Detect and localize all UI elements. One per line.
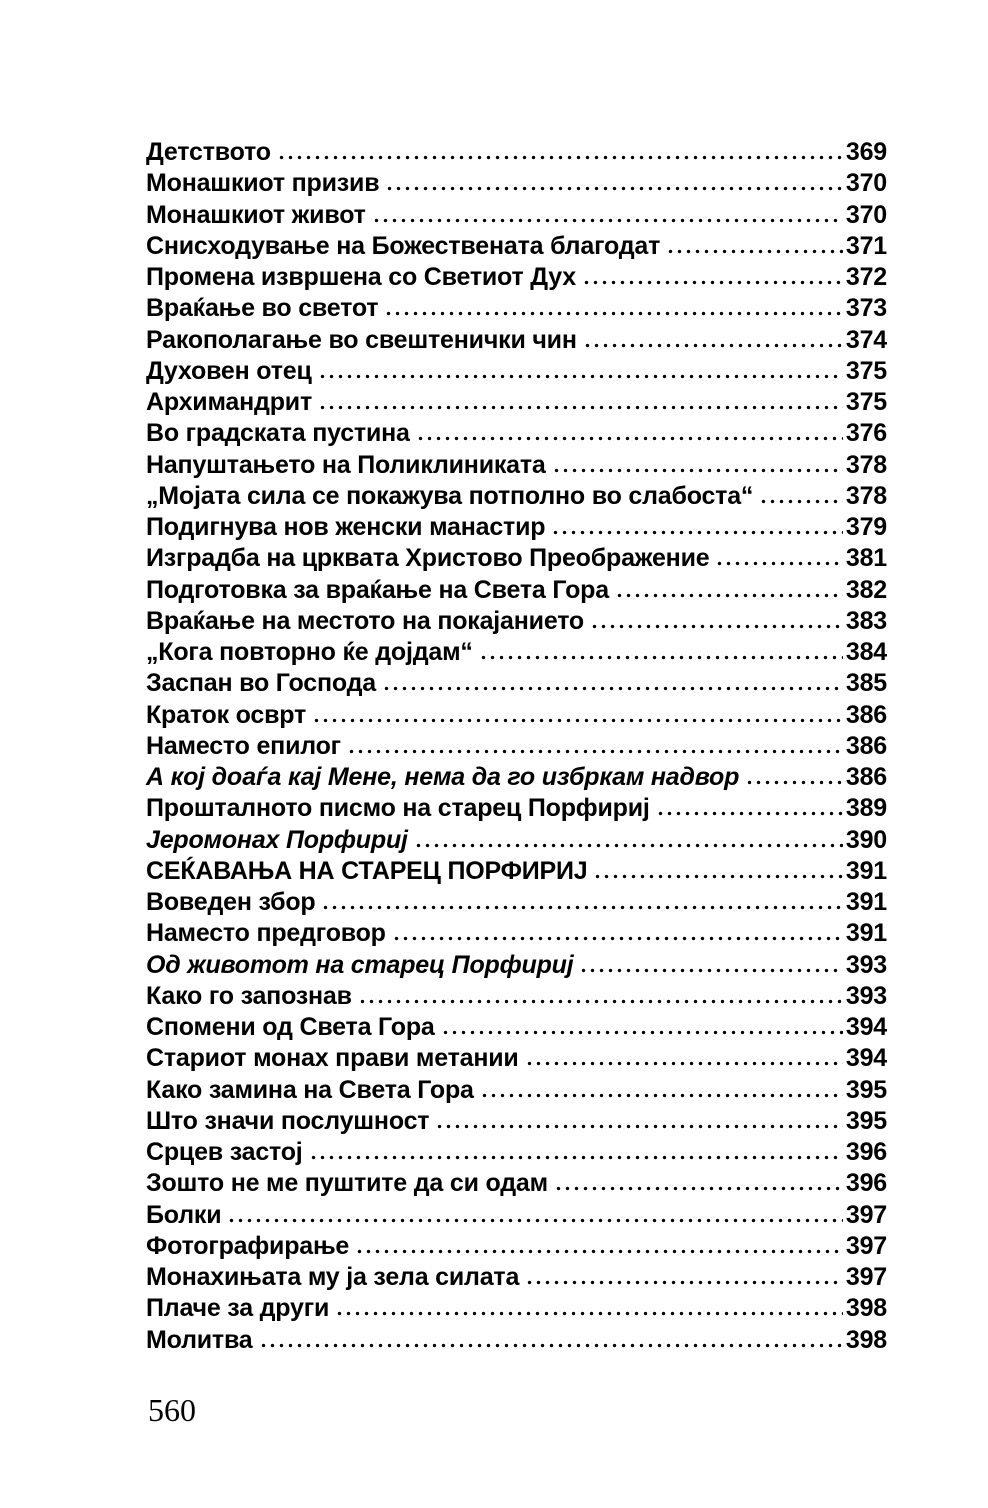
toc-entry-title: Монахињата му ја зела силата [146,1263,520,1291]
toc-entry-title: Фотографирање [146,1231,350,1260]
toc-entry-page: 376 [845,419,887,448]
toc-entry [146,982,887,1013]
toc-entry-title: Изградба на црквата Христово Преображение [146,544,710,573]
dot-leader [414,843,843,848]
toc-entry-page: 384 [845,638,887,666]
toc-entry-page: 395 [845,1106,887,1135]
dot-leader [551,530,843,535]
toc-entry-page: 383 [845,606,887,635]
toc-entry-title: Наместо предговор [146,919,386,948]
dot-leader [312,718,843,723]
dot-leader [382,686,843,691]
toc-entry-title: Промена извршена со Светиот Дух [146,263,576,291]
dot-leader [615,593,843,598]
dot-leader [347,749,843,754]
dot-leader [745,780,843,785]
toc-entry-page: 391 [845,919,887,948]
dot-leader [277,155,843,160]
toc-entry-page: 375 [845,388,887,416]
toc-entry-title: Прошталното писмо на старец Порфириј [146,794,650,823]
toc-entry [146,1107,887,1138]
dot-leader [554,1186,843,1191]
toc-entry-page: 393 [845,981,887,1010]
toc-entry-title: Духовен отец [146,356,312,385]
dot-leader [441,1030,843,1035]
toc-entry-page: 386 [845,731,887,760]
toc-entry-page: 369 [845,138,887,166]
dot-leader [355,1249,843,1254]
toc-entry [146,1263,887,1294]
toc-entry-title: Од животот на старец Порфириј [146,950,574,979]
toc-entry-title: Што значи послушност [146,1106,430,1135]
dot-leader [579,968,842,973]
toc-entry [146,638,887,669]
dot-leader [416,436,843,441]
toc-entry-page: 381 [845,544,887,573]
toc-entry-title: Подигнува нов женски манастир [146,513,546,541]
dot-leader [372,218,843,223]
toc-entry-page: 370 [845,200,887,229]
toc-entry-title: Напуштањето на Поликлиниката [146,450,546,479]
toc-entry-title: Краток осврт [146,700,307,729]
toc-entry [146,763,887,794]
toc-entry-title: Во градската пустина [146,419,410,448]
dot-leader [309,1155,843,1160]
dot-leader [479,655,843,660]
toc-entry [146,1138,887,1169]
toc-entry-page: 398 [845,1325,887,1354]
dot-leader [358,999,843,1004]
toc-entry [146,701,887,732]
toc-entry-title: Детството [146,138,271,166]
toc-entry [146,576,887,607]
toc-entry-page: 397 [845,1200,887,1229]
dot-leader [759,499,843,504]
dot-leader [593,874,842,879]
toc-entry-title: Монашкиот призив [146,169,380,198]
toc-entry-page: 394 [845,1044,887,1073]
dot-leader [227,1218,842,1223]
toc-entry-page: 379 [845,513,887,541]
toc-entry [146,138,887,169]
toc-entry-title: Јеромонах Порфириј [146,825,408,854]
toc-entry [146,326,887,357]
dot-leader [321,905,842,910]
dot-leader [590,624,843,629]
toc-entry [146,1232,887,1263]
dot-leader [392,936,843,941]
dot-leader [582,280,843,285]
toc-entry-page: 398 [845,1294,887,1323]
toc-entry-page: 386 [845,700,887,729]
toc-entry-page: 396 [845,1169,887,1198]
toc-entry-title: СЕЌАВАЊА НА СТАРЕЦ ПОРФИРИЈ [146,856,588,885]
toc-entry [146,1076,887,1107]
toc-entry-page: 391 [845,888,887,916]
dot-leader [335,1311,843,1316]
toc-entry-page: 394 [845,1013,887,1041]
toc-entry [146,794,887,825]
toc-entry [146,294,887,325]
toc-entry-title: Како го запознав [146,981,352,1010]
dot-leader [715,561,842,566]
dot-leader [552,468,843,473]
toc-entry-page: 371 [845,231,887,260]
toc-entry-title: Монашкиот живот [146,200,366,229]
toc-entry [146,169,887,200]
toc-entry-title: Заспан во Господа [146,669,376,698]
toc-entry [146,388,887,419]
dot-leader [318,374,843,379]
toc-entry [146,1044,887,1075]
toc-entry-title: Спомени од Света Гора [146,1013,435,1041]
toc-entry-page: 386 [845,763,887,791]
dot-leader [318,405,843,410]
toc-entry [146,1013,887,1044]
toc-entry-title: Враќање на местото на покајанието [146,606,584,635]
toc-entry-page: 397 [845,1263,887,1291]
toc-entry-page: 370 [845,169,887,198]
toc-entry-title: Зошто не ме пуштите да си одам [146,1169,548,1198]
toc-entry-page: 385 [845,669,887,698]
dot-leader [525,1061,843,1066]
toc-entry [146,888,887,919]
toc-entry-page: 373 [845,294,887,323]
dot-leader [435,1124,843,1129]
toc-entry [146,669,887,700]
dot-leader [384,311,843,316]
toc-entry-page: 389 [845,794,887,823]
dot-leader [656,811,843,816]
toc-entry-page: 396 [845,1138,887,1166]
toc-entry [146,482,887,513]
toc-entry-title: Снисходување на Божествената благодат [146,231,661,260]
toc-entry-page: 374 [845,325,887,354]
toc-list [146,138,887,1357]
toc-entry [146,826,887,857]
toc-entry [146,607,887,638]
toc-entry-page: 393 [845,950,887,979]
toc-entry-title: Стариот монах прави метании [146,1044,519,1073]
toc-entry-page: 378 [845,481,887,510]
toc-entry-page: 382 [845,575,887,604]
dot-leader [525,1280,843,1285]
toc-entry [146,544,887,575]
toc-entry [146,857,887,888]
dot-leader [666,249,843,254]
toc-entry [146,451,887,482]
toc-entry-title: Враќање во светот [146,294,379,323]
toc-entry [146,919,887,950]
toc-entry [146,232,887,263]
dot-leader [480,1093,843,1098]
toc-entry-page: 378 [845,450,887,479]
toc-entry [146,951,887,982]
toc-entry-title: Наместо епилог [146,731,341,760]
toc-entry-title: Ракополагање во свештенички чин [146,325,577,354]
dot-leader [385,186,843,191]
toc-entry-title: Плаче за други [146,1294,330,1323]
toc-entry [146,263,887,294]
toc-entry-title: „Мојата сила се покажува потполно во слабоста“ [146,481,754,510]
toc-entry-page: 397 [845,1231,887,1260]
toc-entry-title: Болки [146,1200,222,1229]
toc-entry [146,419,887,450]
toc-entry-page: 375 [845,356,887,385]
toc-entry [146,1169,887,1200]
toc-entry-title: Срцев застој [146,1138,303,1166]
dot-leader [259,1343,843,1348]
toc-entry [146,1326,887,1357]
toc-entry [146,1294,887,1325]
toc-entry-page: 395 [845,1075,887,1104]
toc-entry-title: Како замина на Света Гора [146,1075,474,1104]
toc-entry-title: Воведен збор [146,888,316,916]
toc-entry-title: „Кога повторно ќе дојдам“ [146,638,473,666]
toc-entry [146,201,887,232]
toc-entry-page: 390 [845,825,887,854]
toc-entry-title: Молитва [146,1325,253,1354]
toc-entry-page: 391 [845,856,887,885]
toc-entry [146,732,887,763]
toc-entry [146,357,887,388]
toc-entry [146,513,887,544]
dot-leader [583,343,843,348]
toc-entry-title: А кој доаѓа кај Мене, нема да го избркам надвор [146,763,740,791]
toc-entry-title: Подготовка за враќање на Света Гора [146,575,609,604]
page-number-footer: 560 [148,1392,196,1428]
toc-entry-title: Архимандрит [146,388,312,416]
toc-entry-page: 372 [845,263,887,291]
toc-entry [146,1201,887,1232]
